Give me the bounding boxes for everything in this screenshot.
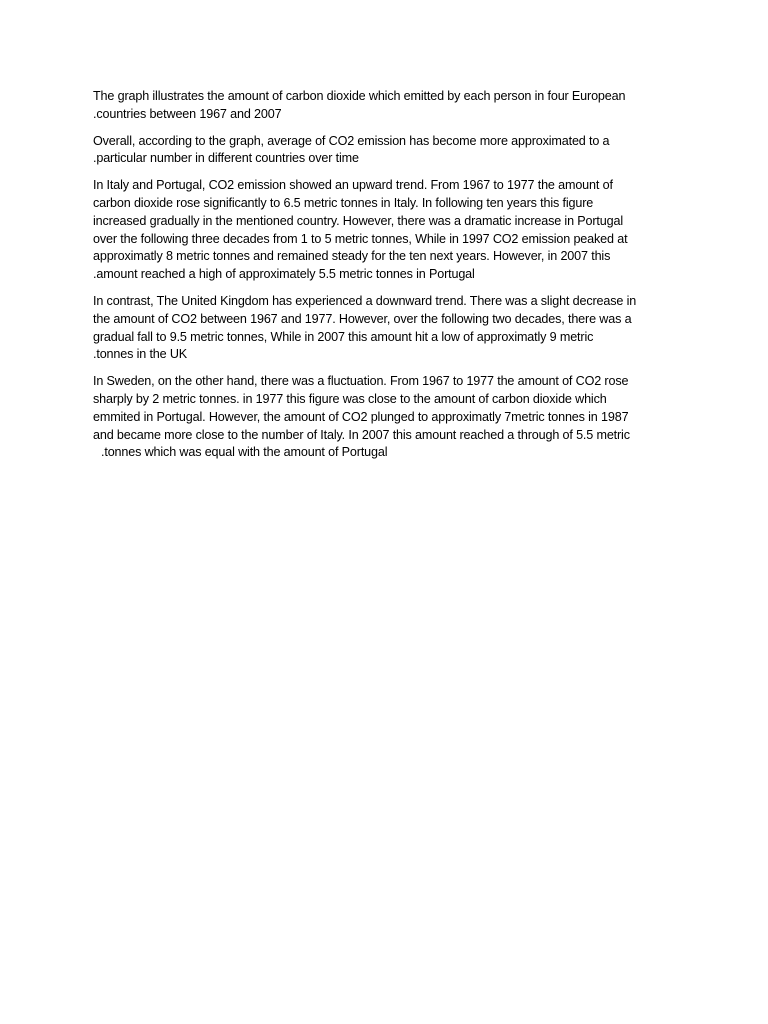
paragraph-united-kingdom — [93, 293, 673, 364]
text-line: The graph illustrates the amount of carbon dioxide which emitted by each person in four European — [93, 89, 626, 103]
paragraph-sweden — [93, 373, 673, 462]
text-line: gradual fall to 9.5 metric tonnes, While in 2007 this amount hit a low of approximatly 9 metric — [93, 329, 594, 344]
text-line: .particular number in different countries over time — [93, 151, 359, 166]
text-line: approximatly 8 metric tonnes and remained steady for the ten next years. However, in 2007 this — [93, 249, 611, 264]
text-line: In contrast, The United Kingdom has experienced a downward trend. There was a slight decrease in — [93, 293, 637, 308]
paragraph-intro — [93, 88, 673, 124]
text-line: .countries between 1967 and 2007 — [93, 106, 282, 121]
document-body — [93, 88, 673, 471]
text-line: carbon dioxide rose significantly to 6.5 metric tonnes in Italy. In following ten years this figure — [93, 195, 594, 210]
text-line: .amount reached a high of approximately 5.5 metric tonnes in Portugal — [93, 267, 475, 282]
text-line: sharply by 2 metric tonnes. in 1977 this figure was close to the amount of carbon dioxide which — [93, 391, 607, 406]
text-line: .tonnes which was equal with the amount of Portugal — [101, 445, 388, 460]
paragraph-italy-portugal — [93, 177, 673, 284]
paragraph-overview — [93, 133, 673, 169]
text-line: emmited in Portugal. However, the amount of CO2 plunged to approximatly 7metric tonnes in 1987 — [93, 409, 629, 424]
text-line: the amount of CO2 between 1967 and 1977. However, over the following two decades, there was a — [93, 311, 632, 326]
text-line: .tonnes in the UK — [93, 347, 188, 362]
text-line: and became more close to the number of Italy. In 2007 this amount reached a through of 5.5 metric — [93, 427, 630, 442]
text-line: over the following three decades from 1 to 5 metric tonnes, While in 1997 CO2 emission peaked at — [93, 231, 628, 246]
text-line: In Italy and Portugal, CO2 emission showed an upward trend. From 1967 to 1977 the amount of — [93, 178, 613, 193]
text-line: In Sweden, on the other hand, there was a fluctuation. From 1967 to 1977 the amount of CO2 rose — [93, 374, 629, 389]
text-line: increased gradually in the mentioned country. However, there was a dramatic increase in Portugal — [93, 213, 623, 228]
text-line: Overall, according to the graph, average of CO2 emission has become more approximated to a — [93, 133, 610, 148]
